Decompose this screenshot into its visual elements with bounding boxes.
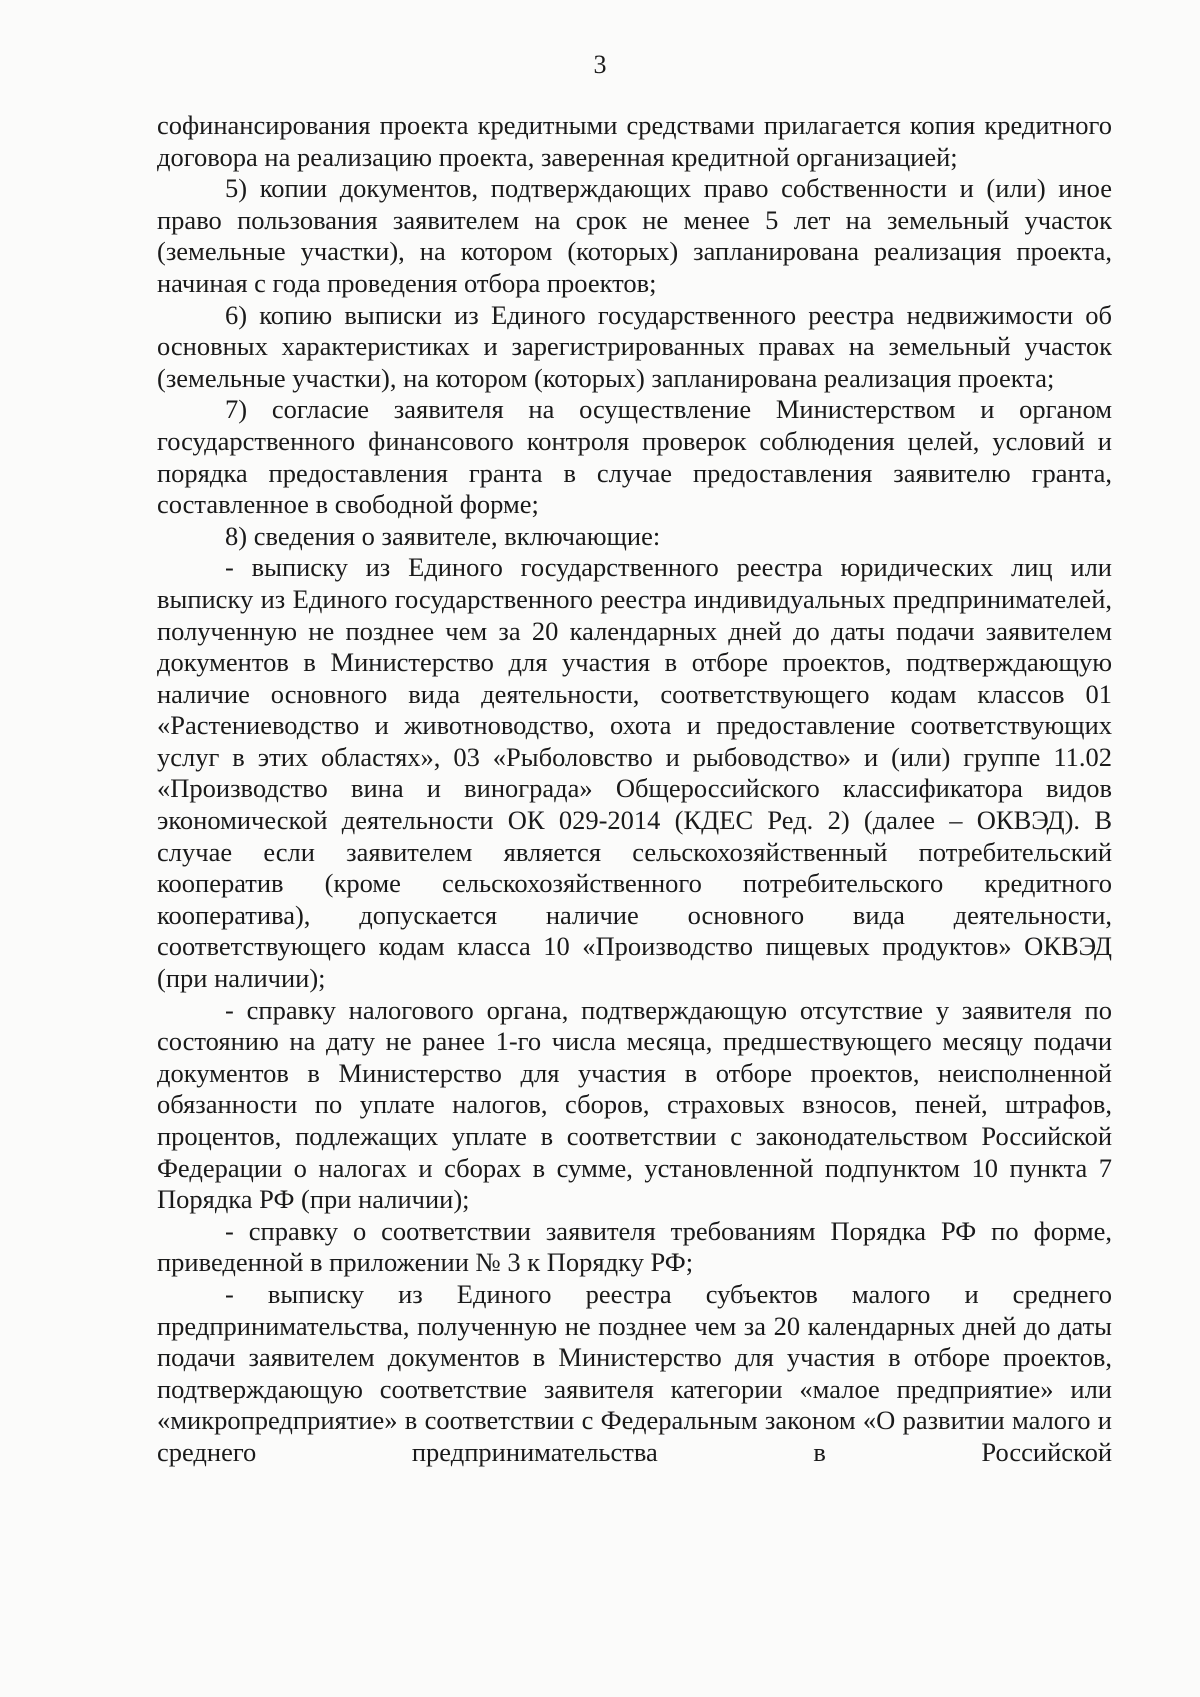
paragraph-continuation: софинансирования проекта кредитными средствами прилагается копия кредитного договора на реализацию проекта, заверенная кредитной организацией; xyxy=(157,110,1112,172)
document-body xyxy=(157,110,1112,1469)
paragraph-egrul-extract: - выписку из Единого государственного реестра юридических лиц или выписку из Единого государственного реестра индивидуальных предпринимателей, полученную не позднее чем за 20 календарных дней до даты подачи заявителем документов в Министерство для участия в отборе проектов, подтверждающую наличие основного вида деятельности, соответствующего кодам классов 01 «Растениеводство и животноводство, охота и предоставление соответствующих услуг в этих областях», 03 «Рыболовство и рыбоводство» и (или) группе 11.02 «Производство вина и винограда» Общероссийского классификатора видов экономической деятельности ОК 029-2014 (КДЕС Ред. 2) (далее – ОКВЭД). В случае если заявителем является сельскохозяйственный потребительский кооператив (кроме сельскохозяйственного потребительского кредитного кооператива), допускается наличие основного вида деятельности, соответствующего кодам класса 10 «Производство пищевых продуктов» ОКВЭД (при наличии); xyxy=(157,552,1112,994)
paragraph-item-7: 7) согласие заявителя на осуществление Министерством и органом государственного финансового контроля проверок соблюдения целей, условий и порядка предоставления гранта в случае предоставления заявителю гранта, составленное в свободной форме; xyxy=(157,394,1112,520)
paragraph-tax-certificate: - справку налогового органа, подтверждающую отсутствие у заявителя по состоянию на дату не ранее 1-го числа месяца, предшествующего месяцу подачи документов в Министерство для участия в отборе проектов, неисполненной обязанности по уплате налогов, сборов, страховых взносов, пеней, штрафов, процентов, подлежащих уплате в соответствии с законодательством Российской Федерации о налогах и сборах в сумме, установленной подпунктом 10 пункта 7 Порядка РФ (при наличии); xyxy=(157,994,1112,1215)
paragraph-item-8: 8) сведения о заявителе, включающие: xyxy=(225,520,661,551)
paragraph-item-6: 6) копию выписки из Единого государственного реестра недвижимости об основных характеристиках и зарегистрированных правах на земельный участок (земельные участки), на котором (которых) запланирована реализация проекта; xyxy=(157,299,1112,393)
page-number: 3 xyxy=(593,50,607,79)
paragraph-sme-register-extract: - выписку из Единого реестра субъектов малого и среднего предпринимательства, полученную не позднее чем за 20 календарных дней до даты подачи заявителем документов в Министерство для участия в отборе проектов, подтверждающую соответствие заявителя категории «малое предприятие» или «микропредприятие» в соответствии с Федеральным законом «О развитии малого и среднего предпринимательства в Российской xyxy=(157,1278,1112,1467)
paragraph-compliance-certificate: - справку о соответствии заявителя требованиям Порядка РФ по форме, приведенной в приложении № 3 к Порядку РФ; xyxy=(157,1215,1112,1278)
paragraph-item-5: 5) копии документов, подтверждающих право собственности и (или) иное право пользования заявителем на срок не менее 5 лет на земельный участок (земельные участки), на котором (которых) запланирована реализация проекта, начиная с года проведения отбора проектов; xyxy=(157,173,1112,298)
